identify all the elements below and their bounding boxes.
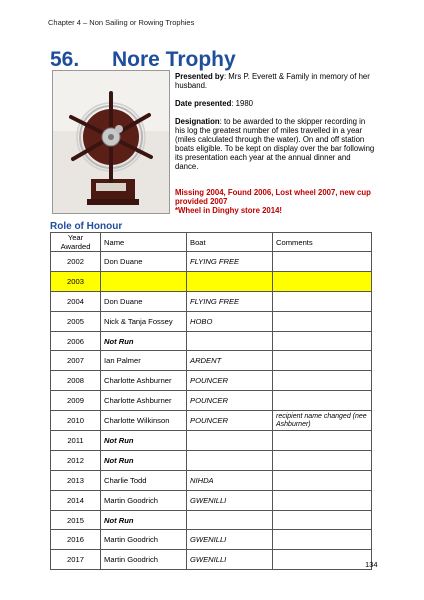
name-cell: Not Run	[101, 431, 187, 451]
comment-cell	[273, 391, 372, 411]
year-cell: 2008	[51, 371, 101, 391]
boat-cell	[187, 450, 273, 470]
name-cell: Martin Goodrich	[101, 550, 187, 570]
table-row	[51, 450, 372, 470]
table-row	[51, 351, 372, 371]
name-cell: Don Duane	[101, 252, 187, 272]
comment-cell	[273, 371, 372, 391]
boat-cell: GWENILLI	[187, 530, 273, 550]
name-cell: Ian Palmer	[101, 351, 187, 371]
year-cell: 2016	[51, 530, 101, 550]
table-row	[51, 490, 372, 510]
page-number: 134	[365, 560, 378, 569]
comment-cell	[273, 271, 372, 291]
table-row	[51, 331, 372, 351]
table-row	[51, 291, 372, 311]
comment-cell	[273, 490, 372, 510]
comment-cell	[273, 331, 372, 351]
designation-label: Designation	[175, 117, 220, 126]
trophy-title	[50, 48, 236, 72]
roll-of-honour-heading: Role of Honour	[50, 221, 123, 232]
year-cell: 2009	[51, 391, 101, 411]
trophy-name: Nore Trophy	[112, 48, 236, 71]
name-cell: Martin Goodrich	[101, 490, 187, 510]
name-cell: Charlie Todd	[101, 470, 187, 490]
note-wheel: *Wheel in Dinghy store 2014!	[175, 206, 283, 215]
year-cell: 2014	[51, 490, 101, 510]
presented-by-label: Presented by	[175, 72, 224, 81]
name-cell: Not Run	[101, 510, 187, 530]
name-cell: Charlotte Ashburner	[101, 391, 187, 411]
name-cell	[101, 271, 187, 291]
boat-cell	[187, 510, 273, 530]
column-header-year: Year Awarded	[51, 233, 101, 252]
table-row	[51, 550, 372, 570]
boat-cell: GWENILLI	[187, 490, 273, 510]
table-row	[51, 510, 372, 530]
table-header-row	[51, 233, 372, 252]
name-cell: Not Run	[101, 331, 187, 351]
comment-cell	[273, 311, 372, 331]
table-body	[51, 252, 372, 570]
note-history: Missing 2004, Found 2006, Lost wheel 2007, new cup provided 2007	[175, 188, 371, 206]
year-cell: 2004	[51, 291, 101, 311]
trophy-number: 56.	[50, 48, 80, 71]
table-row	[51, 470, 372, 490]
year-cell: 2017	[51, 550, 101, 570]
boat-cell: FLYING FREE	[187, 252, 273, 272]
name-cell: Nick & Tanja Fossey	[101, 311, 187, 331]
table-row	[51, 411, 372, 431]
year-cell: 2013	[51, 470, 101, 490]
comment-cell: recipient name changed (nee Ashburner)	[273, 411, 372, 431]
table-row	[51, 391, 372, 411]
trophy-info	[175, 72, 375, 180]
table-row	[51, 431, 372, 451]
comment-cell	[273, 550, 372, 570]
boat-cell: POUNCER	[187, 371, 273, 391]
name-cell: Charlotte Wilkinson	[101, 411, 187, 431]
roll-of-honour-table	[50, 232, 372, 570]
year-cell: 2015	[51, 510, 101, 530]
year-cell: 2011	[51, 431, 101, 451]
ship-wheel-trophy-image	[53, 71, 169, 213]
boat-cell	[187, 271, 273, 291]
comment-cell	[273, 431, 372, 451]
name-cell: Don Duane	[101, 291, 187, 311]
trophy-notes	[175, 188, 375, 215]
column-header-boat: Boat	[187, 233, 273, 252]
chapter-header: Chapter 4 – Non Sailing or Rowing Trophies	[48, 18, 195, 27]
date-presented-value: : 1980	[231, 99, 254, 108]
boat-cell: FLYING FREE	[187, 291, 273, 311]
presented-by-value: : Mrs P. Everett & Family in memory of her husband.	[175, 72, 370, 90]
presented-by	[175, 72, 375, 90]
table-row	[51, 530, 372, 550]
boat-cell: NIHDA	[187, 470, 273, 490]
date-presented	[175, 99, 375, 108]
comment-cell	[273, 530, 372, 550]
comment-cell	[273, 450, 372, 470]
name-cell: Charlotte Ashburner	[101, 371, 187, 391]
year-cell: 2005	[51, 311, 101, 331]
comment-cell	[273, 510, 372, 530]
year-cell: 2003	[51, 271, 101, 291]
trophy-photo	[52, 70, 170, 214]
table-row	[51, 271, 372, 291]
year-cell: 2006	[51, 331, 101, 351]
comment-cell	[273, 351, 372, 371]
table-row	[51, 252, 372, 272]
boat-cell	[187, 431, 273, 451]
year-cell: 2002	[51, 252, 101, 272]
year-cell: 2010	[51, 411, 101, 431]
boat-cell	[187, 331, 273, 351]
name-cell: Martin Goodrich	[101, 530, 187, 550]
table-row	[51, 371, 372, 391]
boat-cell: ARDENT	[187, 351, 273, 371]
comment-cell	[273, 252, 372, 272]
comment-cell	[273, 291, 372, 311]
boat-cell: GWENILLI	[187, 550, 273, 570]
year-cell: 2012	[51, 450, 101, 470]
boat-cell: POUNCER	[187, 391, 273, 411]
designation	[175, 117, 375, 171]
year-cell: 2007	[51, 351, 101, 371]
column-header-name: Name	[101, 233, 187, 252]
comment-cell	[273, 470, 372, 490]
column-header-comments: Comments	[273, 233, 372, 252]
designation-value: : to be awarded to the skipper recording in his log the greatest number of miles travelled in a year (miles calculated through the water). On and off station boats eligible. To be kept on display over the bar following its presentation each year at the annual dinner and dance.	[175, 117, 375, 171]
name-cell: Not Run	[101, 450, 187, 470]
date-presented-label: Date presented	[175, 99, 232, 108]
boat-cell: POUNCER	[187, 411, 273, 431]
table-row	[51, 311, 372, 331]
boat-cell: HOBO	[187, 311, 273, 331]
